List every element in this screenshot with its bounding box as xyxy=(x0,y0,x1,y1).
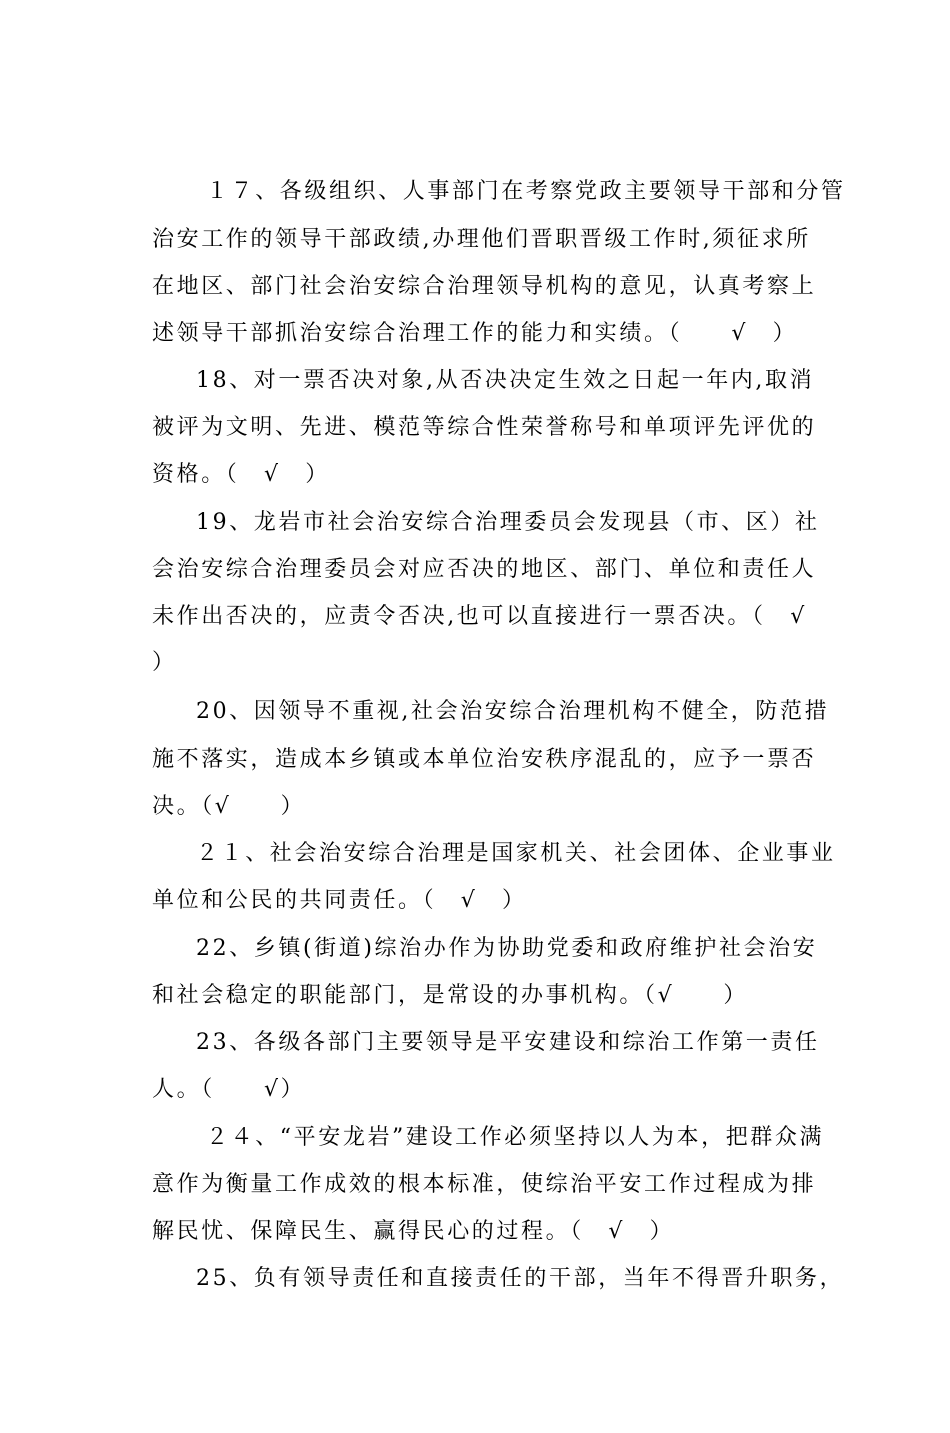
text-line: 资格。（ √ ） xyxy=(152,462,330,487)
text-line: 25、负有领导责任和直接责任的干部，当年不得晋升职务， xyxy=(196,1266,845,1291)
text-line: 会治安综合治理委员会对应否决的地区、部门、单位和责任人 xyxy=(152,557,817,582)
text-line: 治安工作的领导干部政绩,办理他们晋职晋级工作时,须征求所 xyxy=(152,227,811,252)
text-line: 意作为衡量工作成效的根本标准，使综治平安工作过程成为排 xyxy=(152,1172,817,1197)
text-line: 人。（ √） xyxy=(152,1077,306,1102)
text-line: ２４、“平安龙岩”建设工作必须坚持以人为本，把群众满 xyxy=(206,1125,825,1150)
text-line: 述领导干部抓治安综合治理工作的能力和实绩。（ √ ） xyxy=(152,321,798,346)
text-line: 20、因领导不重视,社会治安综合治理机构不健全，防范措 xyxy=(196,699,830,724)
text-line: 解民忧、保障民生、赢得民心的过程。（ √ ） xyxy=(152,1219,675,1244)
text-line: 和社会稳定的职能部门，是常设的办事机构。（√ ） xyxy=(152,983,749,1008)
text-line: 被评为文明、先进、模范等综合性荣誉称号和单项评先评优的 xyxy=(152,415,817,440)
text-line: 单位和公民的共同责任。（ √ ） xyxy=(152,888,527,913)
text-line: 23、各级各部门主要领导是平安建设和综治工作第一责任 xyxy=(196,1030,820,1055)
text-line: 在地区、部门社会治安综合治理领导机构的意见，认真考察上 xyxy=(152,274,817,299)
text-line: １７、各级组织、人事部门在考察党政主要领导干部和分管 xyxy=(206,179,846,204)
text-line: 未作出否决的，应责令否决,也可以直接进行一票否决。（ √ xyxy=(152,604,807,629)
text-line: 19、龙岩市社会治安综合治理委员会发现县（市、区）社 xyxy=(196,510,820,535)
text-line: 18、对一票否决对象,从否决决定生效之日起一年内,取消 xyxy=(196,368,815,393)
text-line: 决。（√ ） xyxy=(152,794,306,819)
text-line: ） xyxy=(152,650,177,675)
text-line: ２１、社会治安综合治理是国家机关、社会团体、企业事业 xyxy=(196,841,836,866)
text-line: 施不落实，造成本乡镇或本单位治安秩序混乱的，应予一票否 xyxy=(152,747,817,772)
text-line: 22、乡镇(街道)综治办作为协助党委和政府维护社会治安 xyxy=(196,936,818,961)
